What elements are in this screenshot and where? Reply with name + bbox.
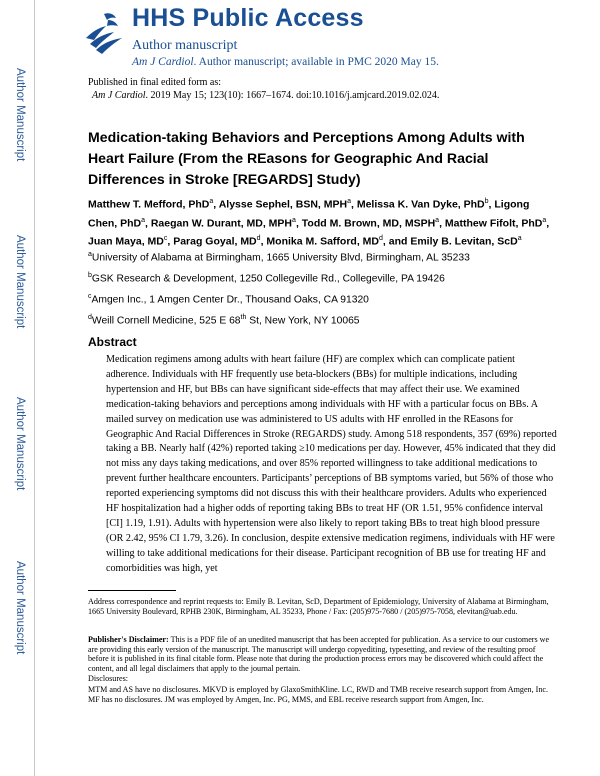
affiliation-text: Weill Cornell Medicine, 525 E 68 — [91, 315, 241, 327]
citation-line — [88, 90, 439, 103]
disclosures-label: Disclosures: — [88, 674, 129, 683]
ordinal-suffix: th — [240, 314, 247, 321]
affiliation-c — [88, 293, 369, 305]
citation-text: . 2019 May 15; 123(10): 1667–1674. doi:10.1016/j.amjcard.2019.02.024. — [145, 89, 440, 101]
abstract-heading: Abstract — [88, 335, 137, 349]
publisher-disclaimer — [88, 635, 558, 673]
author-affiliation-marker: d — [256, 235, 261, 242]
author-name: Melissa K. Van Dyke, PhD — [356, 198, 485, 211]
author-affiliation-marker: a — [292, 216, 296, 224]
affiliation-marker: a — [88, 251, 92, 258]
journal-name: Am J Cardiol — [132, 56, 194, 68]
author-name: Emily B. Levitan, ScD — [410, 235, 518, 248]
journal-availability — [132, 56, 439, 68]
sidebar-divider — [34, 0, 35, 776]
affiliation-b — [88, 272, 445, 284]
published-in-label: Published in final edited form as: — [88, 77, 222, 88]
author-affiliation-marker: a — [141, 216, 145, 224]
author-name: Alysse Sephel, BSN, MPH — [218, 198, 348, 211]
affiliation-marker: c — [88, 293, 92, 300]
availability-text: . Author manuscript; available in PMC 2020 May 15. — [193, 56, 439, 68]
affiliation-d — [88, 314, 360, 326]
affiliation-text-end: St, New York, NY 10065 — [246, 315, 360, 327]
author-affiliation-marker: a — [209, 198, 214, 205]
hhs-eagle-logo-icon — [82, 8, 126, 56]
author-name: Ligong Chen, PhD — [88, 198, 530, 229]
affiliation-text: GSK Research & Development, 1250 Collegeville Rd., Collegeville, PA 19426 — [91, 273, 445, 285]
article-title: Medication-taking Behaviors and Perceptions Among Adults with Heart Failure (From the REasons for Geographic And Racial Differences in Stroke [REGARDS] Study) — [88, 129, 525, 187]
author-affiliation-marker: a — [347, 198, 351, 205]
affiliation-a — [88, 251, 470, 263]
hhs-public-access-title: HHS Public Access — [132, 4, 364, 32]
author-affiliation-marker: a — [435, 216, 440, 224]
author-affiliation-marker: c — [163, 235, 168, 242]
affiliation-text: University of Alabama at Birmingham, 1665 University Blvd, Birmingham, AL 35233 — [91, 252, 470, 264]
author-list: Matthew T. Mefford, PhD$^a$, Alysse Sephel, BSN, MPH$^a$, Melissa K. Van Dyke, PhD$^b$, Ligong Chen, PhD$^a$, Raegan W. Durant, MD, MPH$^a$, Todd M. Brown, MD, MSPH$^a$, Matthew Fifolt, PhD$^a$, Juan Maya, $MD^c$, Parag Goyal, $MD^d$, Monika M. Safford, $MD^d$, and Emily B. Levitan, ScD$^a$ — [88, 198, 550, 248]
publication-info — [88, 77, 439, 102]
disclaimer-label: Publisher's Disclaimer: — [88, 635, 169, 644]
author-name: Raegan W. Durant, MD, MPH — [150, 217, 293, 229]
citation-journal: Am J Cardiol — [92, 89, 146, 101]
affiliation-marker: d — [88, 314, 92, 321]
disclosures-text: MTM and AS have no disclosures. MKVD is employed by GlaxoSmithKline. LC, RWD and TMB receive research support from Amgen, Inc. MF has no disclosures. JM was employed by Amgen, Inc. PG, MMS, and EBL receive research support from Amgen, Inc. — [88, 685, 548, 704]
author-name: Juan Maya, MD — [88, 235, 164, 248]
author-name: Monika M. Safford, MD — [266, 235, 379, 248]
author-manuscript-label: Author manuscript — [132, 38, 238, 53]
author-affiliation-marker: b — [484, 198, 489, 205]
correspondence-note: Address correspondence and reprint requests to: Emily B. Levitan, ScD, Department of Epidemiology, University of Alabama at Birmingham, 1665 University Boulevard, RPHB 230K, Birmingham, AL 35233, Phone / Fax: (205)975-7680 / (205)975-7058, elevitan@uab.edu. — [88, 597, 549, 616]
author-affiliation-marker: a — [542, 216, 547, 224]
author-name: Matthew Fifolt, PhD — [444, 217, 543, 229]
affiliation-marker: b — [88, 272, 92, 279]
affiliation-text: Amgen Inc., 1 Amgen Center Dr., Thousand Oaks, CA 91320 — [91, 294, 369, 306]
abstract-text: Medication regimens among adults with heart failure (HF) are complex which can complicate patient adherence. Individuals with HF frequently use beta-blockers (BBs) for multiple indications, including hypertension and HF, but BBs can have significant side-effects that may affect their use. We examined medication-taking behaviors and perceptions among individuals with HF with a particular focus on BBs. A mailed survey on medication use was administered to US adults with HF enrolled in the REasons for Geographic And Racial Differences in Stroke (REGARDS) study. Among 518 respondents, 357 (69%) reported taking a BB. Nearly half (42%) reported taking ≥10 medications per day. However, 45% indicated that they did not miss any days taking medications, and over 85% reported willingness to take additional medications to prevent further healthcare encounters. Participants’ perceptions of BB symptoms varied, but 56% of those who reported experiencing symptoms did not discuss this with their healthcare providers. Adults who experienced HF hospitalization had a higher odds of reporting taking BBs to treat HF (OR 1.51, 95% confidence interval [CI] 1.19, 1.91). Adults with hypertension were also likely to report taking BBs to treat high blood pressure (OR 2.42, 95% CI 1.79, 3.26). In conclusion, despite extensive medication regimens, individuals with HF were willing to take additional medications for their disease. Participant recognition of BB use for treating HF and comorbidities was high, yet — [106, 354, 557, 574]
author-name: Matthew T. Mefford, PhD — [88, 198, 210, 211]
author-name: Parag Goyal, MD — [173, 235, 257, 248]
footnote-rule — [88, 590, 176, 591]
author-affiliation-marker: d — [379, 235, 383, 242]
disclaimer-text: This is a PDF file of an unedited manuscript that has been accepted for publication. As a service to our customers we are providing this early version of the manuscript. The manuscript will undergo copyediting, typesetting, and review of the resulting proof before it is published in its final citable form. Please note that during the production process errors may be discovered which could affect the content, and all legal disclaimers that apply to the journal pertain. — [88, 635, 550, 673]
author-name: Todd M. Brown, MD, MSPH — [301, 217, 436, 229]
author-affiliation-marker: a — [517, 235, 522, 242]
